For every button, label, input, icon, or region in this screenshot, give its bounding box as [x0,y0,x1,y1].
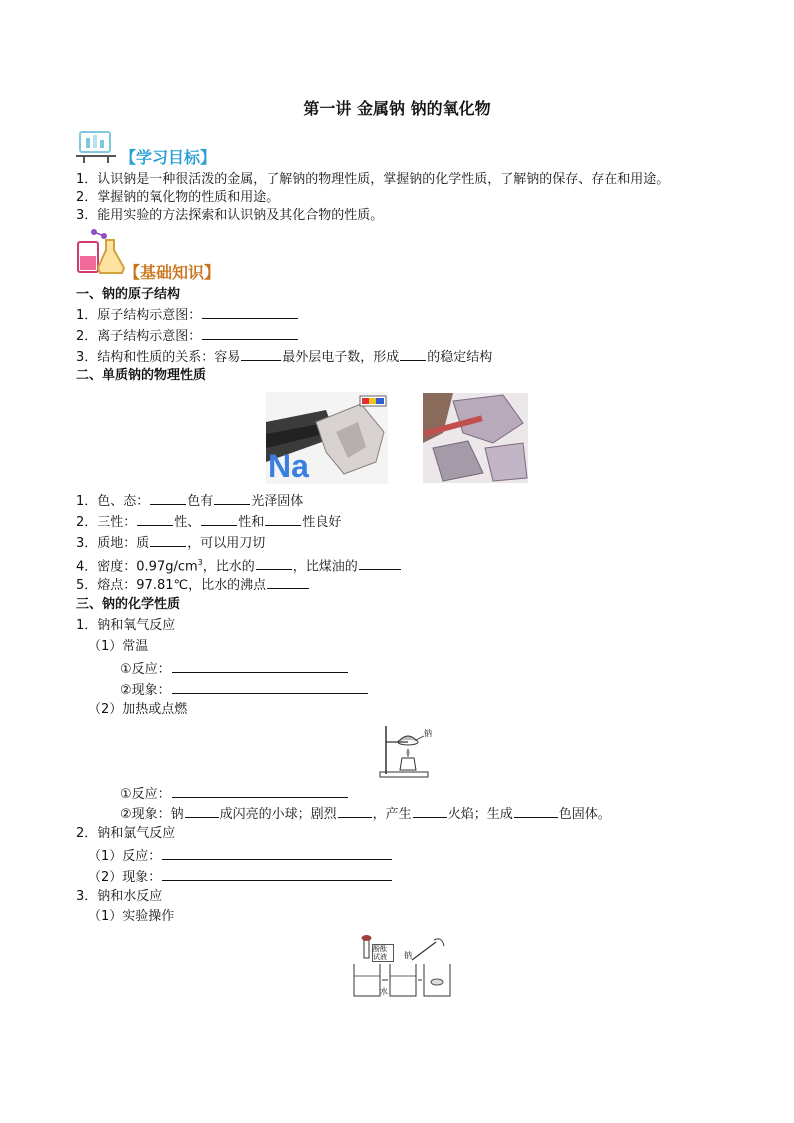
ion-structure-text: 2．离子结构示意图： [76,329,202,344]
chem-1-1-reaction [120,659,349,679]
page-title: 第一讲 金属钠 钠的氧化物 [303,99,491,118]
prop-4-a: 4．密度：0.97g/cm [76,559,198,575]
phen-e: 色固体。 [558,807,611,822]
answer-blank[interactable] [162,867,392,881]
chem-2-1 [88,846,393,866]
answer-blank[interactable] [162,846,392,860]
chem-2-2-label: （2）现象： [88,870,162,885]
prop-2-c: 性和 [238,515,265,530]
answer-blank[interactable] [202,305,298,319]
prop-4-c: ，比煤油的 [292,559,358,575]
figure-label-phenolphthalein: 酚酞试液 [372,944,394,962]
prop-3-a: 3．质地：质 [76,536,150,551]
answer-blank[interactable] [202,326,298,340]
chem-2-1-label: （1）反应： [88,849,162,864]
heating-apparatus-figure [378,722,442,780]
prop-5-a: 5．熔点：97.81℃，比水的沸点 [76,578,267,593]
figure-label-sodium-2: 钠 [404,951,412,960]
chem-1-title: 1．钠和氧气反应 [76,618,176,633]
heading-physical-properties: 二、单质钠的物理性质 [76,368,207,383]
prop-1-b: 色有 [187,494,214,509]
answer-blank[interactable] [172,680,368,694]
answer-blank[interactable] [256,556,292,570]
answer-blank[interactable] [241,347,281,361]
prop-2-a: 2．三性： [76,515,137,530]
prop-color-state [76,491,303,511]
chem-3-title: 3．钠和水反应 [76,889,163,904]
flask-icon [74,226,126,276]
prop-melting-point [76,575,310,595]
answer-blank[interactable] [338,804,372,818]
answer-blank[interactable] [150,491,186,505]
answer-blank[interactable] [185,804,219,818]
basics-label: 【基础知识】 [124,263,221,282]
ion-structure-line [76,326,299,346]
answer-blank[interactable] [172,784,348,798]
reaction-label: ①反应： [120,787,171,802]
prop-4-sup: 3 [197,558,203,567]
study-goal-label: 【学习目标】 [120,148,217,167]
figure-label-water: 水 [380,987,388,996]
structure-property-line [76,347,492,367]
sodium-cutting-photo [266,392,388,484]
heading-atom-structure: 一、钠的原子结构 [76,287,181,302]
sodium-symbol: Na [268,448,309,484]
answer-blank[interactable] [359,556,401,570]
sodium-pieces-photo [423,393,528,483]
answer-blank[interactable] [214,491,250,505]
goal-item-3: 3．能用实验的方法探索和认识钠及其化合物的性质。 [76,208,384,223]
answer-blank[interactable] [201,512,237,526]
phen-a: ②现象：钠 [120,807,184,822]
rel-text-a: 3．结构和性质的关系：容易 [76,350,241,365]
study-goal-icon [76,128,122,164]
answer-blank[interactable] [400,347,426,361]
goal-item-2: 2．掌握钠的氧化物的性质和用途。 [76,190,280,205]
answer-blank[interactable] [267,575,309,589]
atom-structure-line [76,305,299,325]
prop-2-b: 性、 [174,515,201,530]
goal-item-1: 1．认识钠是一种很活泼的金属，了解钠的物理性质，掌握钠的化学性质，了解钠的保存、存在和用途。 [76,172,670,187]
phen-c: ，产生 [372,807,412,822]
answer-blank[interactable] [150,533,186,547]
answer-blank[interactable] [137,512,173,526]
chem-1-1-phenomenon [120,680,369,700]
chem-1-2: （2）加热或点燃 [88,702,188,717]
heading-chemical-properties: 三、钠的化学性质 [76,597,181,612]
phen-b: 成闪亮的小球；剧烈 [219,807,337,822]
chem-1-2-reaction [120,784,349,804]
prop-1-a: 1．色、态： [76,494,150,509]
prop-three [76,512,341,532]
phen-d: 火焰；生成 [447,807,513,822]
rel-text-c: 的稳定结构 [427,350,493,365]
prop-2-d: 性良好 [302,515,342,530]
prop-texture [76,533,265,553]
answer-blank[interactable] [265,512,301,526]
prop-1-c: 光泽固体 [251,494,304,509]
atom-structure-text: 1．原子结构示意图： [76,308,202,323]
phenomenon-label: ②现象： [120,683,171,698]
prop-4-b: ，比水的 [202,559,255,575]
prop-3-b: ，可以用刀切 [187,536,266,551]
reaction-label: ①反应： [120,662,171,677]
chem-3-1: （1）实验操作 [88,909,175,924]
rel-text-b: 最外层电子数，形成 [282,350,400,365]
answer-blank[interactable] [514,804,558,818]
figure-label-sodium: 钠 [424,729,432,738]
chem-1-2-phenomenon [120,804,611,824]
chem-2-title: 2．钠和氯气反应 [76,826,176,841]
answer-blank[interactable] [172,659,348,673]
chem-2-2 [88,867,393,887]
chem-1-1: （1）常温 [88,639,149,654]
water-reaction-figure [350,930,454,1004]
answer-blank[interactable] [413,804,447,818]
prop-density [76,554,402,576]
